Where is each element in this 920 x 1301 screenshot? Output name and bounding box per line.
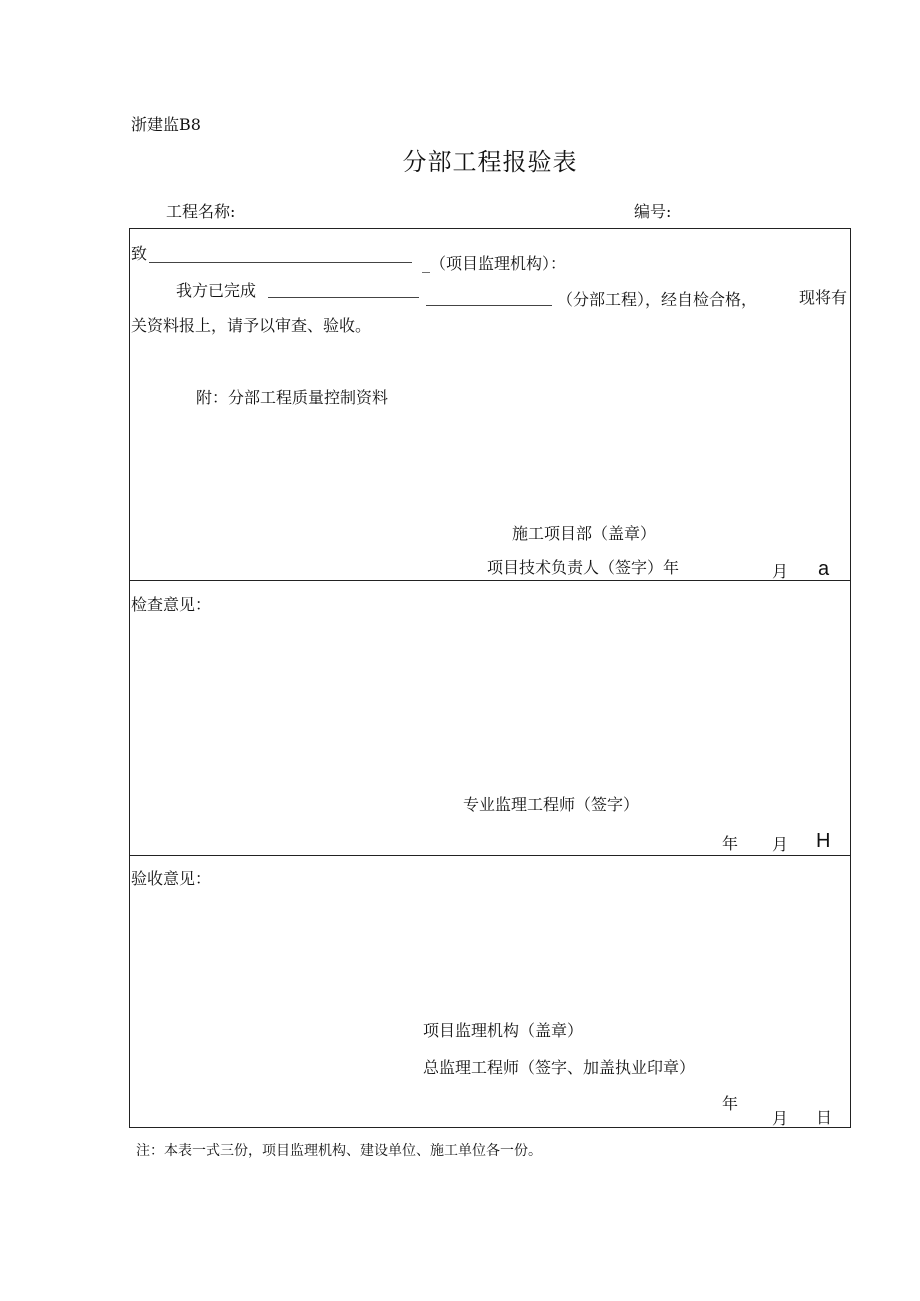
month-label: 月: [772, 1109, 789, 1128]
addressee-blank[interactable]: [149, 262, 412, 263]
day-label: 日: [816, 1108, 833, 1127]
acceptance-opinion-label: 验收意见：: [131, 869, 212, 888]
footer-note: 注：本表一式三份，项目监理机构、建设单位、施工单位各一份。: [136, 1143, 542, 1159]
month-label: 月: [772, 562, 789, 581]
supervision-org-seal: 项目监理机构（盖章）: [423, 1021, 584, 1040]
completed-prefix: 我方已完成: [176, 281, 257, 300]
year-label: 年: [722, 834, 739, 853]
to-suffix: _（项目监理机构）：: [422, 254, 567, 273]
supervisor-signature: 专业监理工程师（签字）: [463, 795, 640, 814]
to-prefix: 致: [131, 244, 148, 263]
form-code: 浙建监B8: [131, 115, 201, 134]
section-divider: [129, 580, 851, 581]
month-label: 月: [772, 835, 789, 854]
number-label: 编号:: [634, 202, 672, 221]
tech-lead-signature: 项目技术负责人（签字）年: [487, 558, 680, 577]
chief-engineer-signature: 总监理工程师（签字、加盖执业印章）: [423, 1058, 696, 1077]
page-title: 分部工程报验表: [402, 148, 578, 176]
section-divider: [129, 855, 851, 856]
work-blank-2[interactable]: [426, 305, 552, 306]
now-will-text: 现将有: [799, 288, 848, 307]
project-name-label: 工程名称:: [166, 202, 236, 221]
form-table: [129, 228, 851, 1128]
attachment-text: 附：分部工程质量控制资料: [196, 388, 389, 407]
work-blank-1[interactable]: [268, 297, 419, 298]
day-label: H: [816, 830, 831, 852]
year-label: 年: [722, 1094, 739, 1113]
construction-dept-seal: 施工项目部（盖章）: [512, 524, 657, 543]
body-line-2: 关资料报上，请予以审查、验收。: [131, 316, 372, 335]
inspection-opinion-label: 检查意见：: [131, 595, 212, 614]
day-label: a: [818, 558, 830, 580]
completed-suffix: （分部工程），经自检合格，: [557, 290, 758, 309]
